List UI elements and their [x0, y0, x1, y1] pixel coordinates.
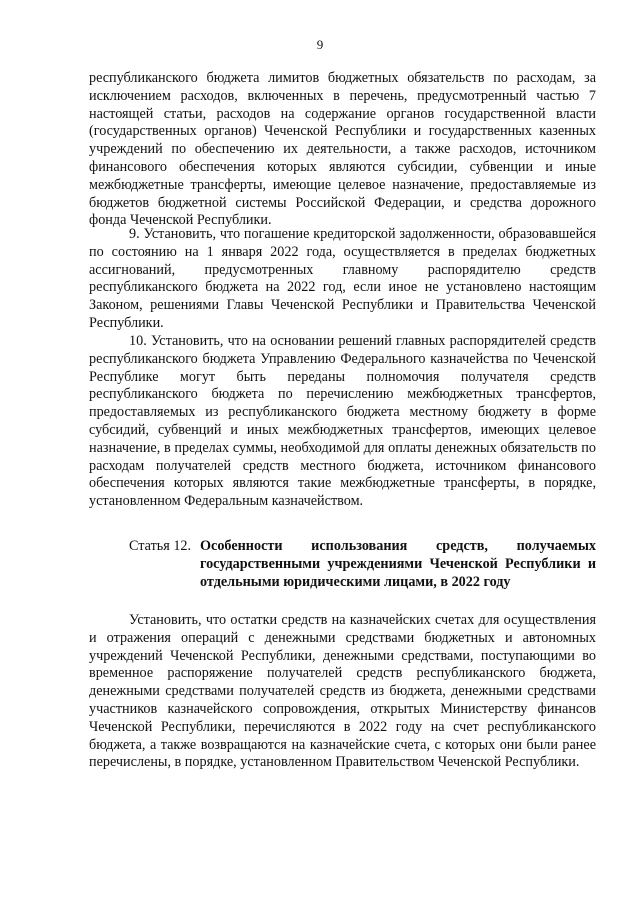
article-label: Статья 12.	[129, 538, 192, 554]
paragraph-continuation	[89, 70, 596, 230]
paragraph-9	[89, 226, 596, 333]
article-title: Особенности использования средств, получаемых государственными учреждениями Чеченской Республики и отдельными юридическими лицами, в 2022 году	[200, 538, 596, 590]
paragraph-article-12	[89, 612, 596, 772]
paragraph-text: 10. Установить, что на основании решений главных распорядителей средств республиканского бюджета Управлению Федерального казначейства по Чеченской Республике могут быть переданы полномочия получателя средств республиканского бюджета по перечислению межбюджетных трансфертов, предоставляемых из республиканского бюджета местному бюджету в форме субсидий, субвенций и иных межбюджетных трансфертов, имеющих целевое назначение, в пределах суммы, необходимой для оплаты денежных обязательств по расходам получателей средств местного бюджета, источником финансового обеспечения которых являются такие межбюджетные трансферты, в порядке, установленном Федеральным казначейством.	[89, 333, 596, 510]
page-number: 9	[316, 37, 324, 52]
paragraph-10	[89, 333, 596, 511]
paragraph-text: 9. Установить, что погашение кредиторской задолженности, образовавшейся по состоянию на 1 января 2022 года, осуществляется в пределах бюджетных ассигнований, предусмотренных главному распорядителю средств республиканского бюджета на 2022 год, если иное не установлено настоящим Законом, решениями Главы Чеченской Республики и Правительства Чеченской Республики.	[89, 226, 596, 331]
paragraph-text: Установить, что остатки средств на казначейских счетах для осуществления и отражения операций с денежными средствами бюджетных и автономных учреждений Чеченской Республики, денежными средствами, поступающими во временное распоряжение получателей средств республиканского бюджета, денежными средствами получателей средств из бюджета, денежными средствами участников казначейского сопровождения, открытых Министерству финансов Чеченской Республики, перечисляются в 2022 году на счет республиканского бюджета, а также возвращаются на казначейские счета, с которых они были ранее перечислены, в порядке, установленном Правительством Чеченской Республики.	[89, 612, 596, 771]
paragraph-text: республиканского бюджета лимитов бюджетных обязательств по расходам, за исключением расходов, включенных в перечень, предусмотренный частью 7 настоящей статьи, расходов на содержание органов государственной власти (государственных органов) Чеченской Республики и государственных казенных учреждений по обеспечению их деятельности, а также расходов, источником финансового обеспечения которых являются субсидии, субвенции и иные межбюджетные трансферты, имеющие целевое назначение, предоставляемые из бюджетов бюджетной системы Российской Федерации, и средства дорожного фонда Чеченской Республики.	[89, 70, 596, 229]
